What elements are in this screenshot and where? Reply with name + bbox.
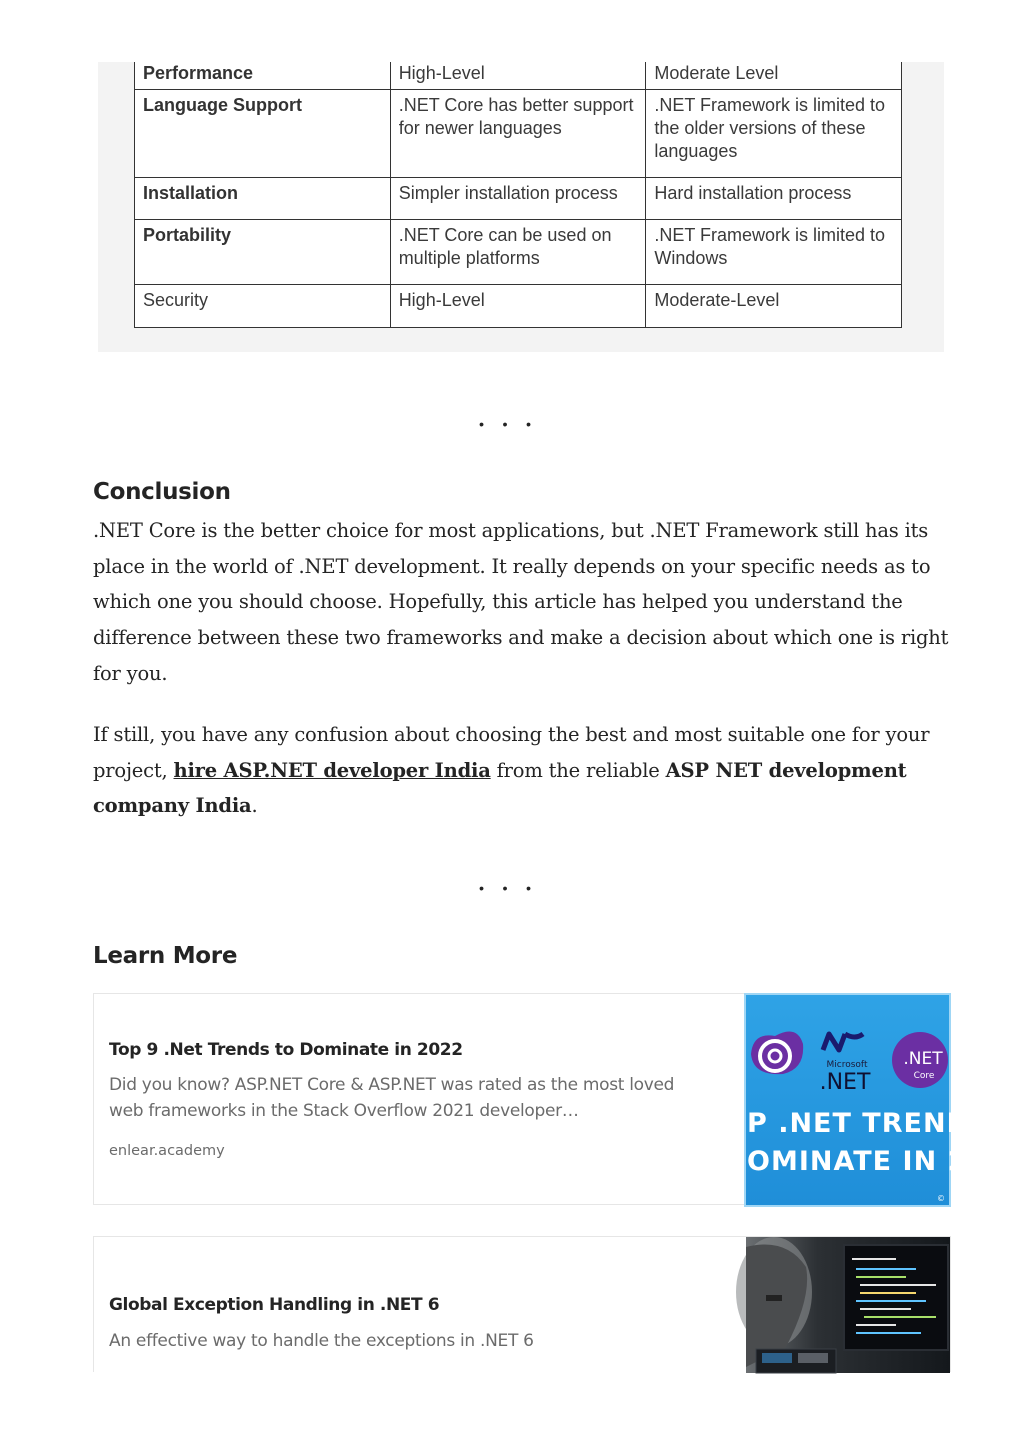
feature-cell: Portability	[135, 220, 391, 285]
feature-cell: Security	[135, 285, 391, 328]
thumb-line2-text: OMINATE IN 202	[747, 1146, 1007, 1177]
learn-more-heading: Learn More	[93, 943, 238, 969]
cta-text-middle: from the reliable	[490, 758, 666, 782]
card-title: Global Exception Handling in .NET 6	[109, 1295, 440, 1315]
link-card-net-trends[interactable]	[93, 993, 1007, 1205]
thumb-core-text: Core	[913, 1071, 935, 1081]
table-row	[135, 220, 902, 285]
table-row	[135, 62, 902, 90]
net-trends-thumbnail-svg	[745, 994, 1007, 1206]
table-row	[135, 285, 902, 328]
thumb-net-text: .NET	[819, 1070, 871, 1095]
net-core-cell: High-Level	[390, 285, 646, 328]
conclusion-heading: Conclusion	[93, 479, 231, 505]
coding-photo-thumbnail-svg	[746, 1237, 950, 1373]
net-core-cell: Simpler installation process	[390, 178, 646, 220]
net-core-cell: .NET Core can be used on multiple platforms	[390, 220, 646, 285]
net-framework-cell: Hard installation process	[646, 178, 902, 220]
cta-paragraph	[93, 717, 955, 824]
card-thumbnail-net-trends	[745, 994, 1007, 1204]
net-core-cell: .NET Core has better support for newer languages	[390, 90, 646, 178]
cta-text-before: If still, you have any confusion about choosing the best and most suitable one for your project,	[93, 723, 930, 782]
card-domain: enlear.academy	[109, 1143, 225, 1159]
hire-developer-link[interactable]: hire ASP.NET developer India	[173, 758, 491, 782]
thumb-microsoft-text: Microsoft	[826, 1060, 868, 1070]
section-separator: ...	[476, 863, 548, 898]
net-framework-cell: Moderate Level	[646, 62, 902, 90]
feature-cell: Performance	[135, 62, 391, 90]
net-framework-cell: Moderate-Level	[646, 285, 902, 328]
company-bold-text: ASP NET development company India	[93, 758, 907, 818]
card-thumbnail-exception-handling	[746, 1237, 950, 1372]
net-framework-cell: .NET Framework is limited to the older versions of these languages	[646, 90, 902, 178]
dotnet-core-badge	[892, 1032, 948, 1088]
feature-cell: Installation	[135, 178, 391, 220]
table-row	[135, 178, 902, 220]
section-separator: ...	[476, 399, 548, 434]
net-core-cell: High-Level	[390, 62, 646, 90]
thumb-line1-text: P .NET TRENDS	[747, 1108, 991, 1139]
conclusion-paragraph: .NET Core is the better choice for most applications, but .NET Framework still has its place in the world of .NET development. It really depends on your specific needs as to which one you should choose. Hopefully, this article has helped you understand the difference between these two frameworks and make a decision about which one is right for you.	[93, 519, 949, 685]
card-title: Top 9 .Net Trends to Dominate in 2022	[109, 1040, 463, 1060]
net-framework-cell: .NET Framework is limited to Windows	[646, 220, 902, 285]
thumb-core-net-text: .NET	[903, 1049, 943, 1069]
card-description: An effective way to handle the exceptions in .NET 6	[109, 1331, 534, 1351]
feature-cell: Language Support	[135, 90, 391, 178]
comparison-table	[134, 62, 902, 328]
comparison-table-image	[98, 62, 944, 352]
table-row	[135, 90, 902, 178]
link-card-exception-handling[interactable]	[93, 1236, 951, 1372]
cta-text-end: .	[251, 794, 258, 818]
thumb-copyright-text: ©	[937, 1194, 945, 1203]
card-description: Did you know? ASP.NET Core & ASP.NET was rated as the most loved web frameworks in the Stack Overflow 2021 developer…	[109, 1075, 675, 1121]
